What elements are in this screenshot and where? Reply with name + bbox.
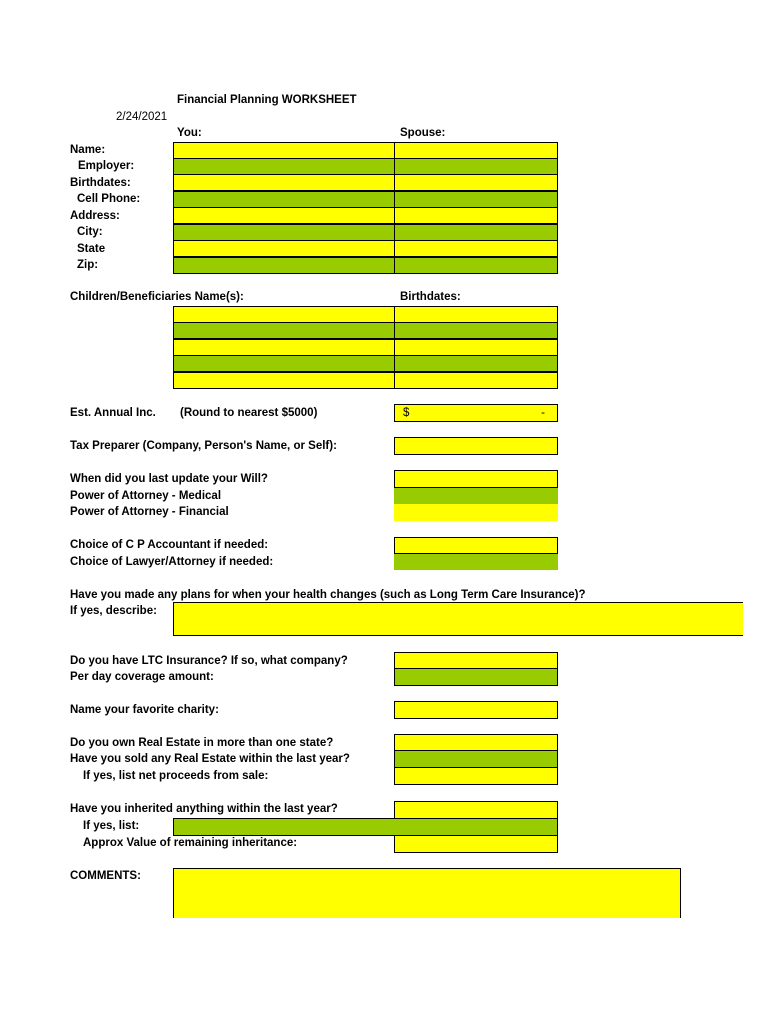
- zip-label: Zip:: [77, 259, 99, 271]
- divider: [173, 602, 680, 603]
- charity-label: Name your favorite charity:: [70, 704, 219, 716]
- ltc-company-field[interactable]: [394, 652, 558, 669]
- child-name-field[interactable]: [173, 306, 395, 323]
- name-label: Name:: [70, 144, 106, 156]
- poa-financial-field[interactable]: [394, 504, 558, 521]
- child-birthdate-field[interactable]: [394, 339, 558, 356]
- birthdates-label: Birthdates:: [70, 177, 131, 189]
- you-state-field[interactable]: [173, 240, 395, 257]
- comments-label: COMMENTS:: [70, 870, 141, 882]
- charity-field[interactable]: [394, 701, 558, 719]
- spouse-address-field[interactable]: [394, 207, 558, 224]
- address-label: Address:: [70, 210, 120, 222]
- real-estate-proceeds-field[interactable]: [394, 767, 558, 785]
- inherit-list-label: If yes, list:: [83, 820, 140, 832]
- health-describe-label: If yes, describe:: [70, 605, 157, 617]
- city-label: City:: [77, 226, 103, 238]
- income-note: (Round to nearest $5000): [180, 407, 318, 419]
- child-birthdate-field[interactable]: [394, 372, 558, 389]
- you-birthdate-field[interactable]: [173, 174, 395, 191]
- will-update-label: When did you last update your Will?: [70, 473, 268, 485]
- real-estate-proceeds-label: If yes, list net proceeds from sale:: [83, 770, 269, 782]
- income-value: -: [541, 407, 545, 419]
- accountant-label: Choice of C P Accountant if needed:: [70, 539, 269, 551]
- you-employer-field[interactable]: [173, 158, 395, 175]
- spouse-cell-phone-field[interactable]: [394, 191, 558, 208]
- currency-symbol: $: [403, 407, 410, 419]
- you-zip-field[interactable]: [173, 257, 395, 274]
- state-label: State: [77, 243, 106, 255]
- comments-field[interactable]: [173, 868, 681, 918]
- poa-medical-field[interactable]: [394, 488, 558, 504]
- inherit-value-label: Approx Value of remaining inheritance:: [83, 837, 298, 849]
- you-address-field[interactable]: [173, 207, 395, 224]
- inherit-value-field[interactable]: [394, 835, 558, 853]
- spouse-birthdate-field[interactable]: [394, 174, 558, 191]
- column-spouse-header: Spouse:: [400, 127, 446, 139]
- inherit-list-field[interactable]: [173, 818, 558, 836]
- income-field[interactable]: [394, 404, 558, 422]
- health-plans-question: Have you made any plans for when your health changes (such as Long Term Care Insurance)?: [70, 589, 586, 601]
- child-name-field[interactable]: [173, 322, 395, 339]
- spouse-employer-field[interactable]: [394, 158, 558, 175]
- ltc-question: Do you have LTC Insurance? If so, what company?: [70, 655, 348, 667]
- column-you-header: You:: [177, 127, 202, 139]
- child-birthdate-field[interactable]: [394, 322, 558, 339]
- accountant-field[interactable]: [394, 537, 558, 554]
- cell-phone-label: Cell Phone:: [77, 193, 141, 205]
- you-cell-phone-field[interactable]: [173, 191, 395, 208]
- real-estate-own-label: Do you own Real Estate in more than one state?: [70, 737, 334, 749]
- real-estate-sold-label: Have you sold any Real Estate within the last year?: [70, 753, 350, 765]
- spouse-zip-field[interactable]: [394, 257, 558, 274]
- you-name-field[interactable]: [173, 142, 395, 159]
- page-title: Financial Planning WORKSHEET: [177, 94, 357, 106]
- real-estate-own-field[interactable]: [394, 734, 558, 751]
- ltc-per-day-label: Per day coverage amount:: [70, 671, 214, 683]
- child-name-field[interactable]: [173, 372, 395, 389]
- health-describe-field[interactable]: [173, 602, 743, 636]
- inherit-question-field[interactable]: [394, 801, 558, 819]
- employer-label: Employer:: [78, 160, 135, 172]
- children-birthdates-label: Birthdates:: [400, 291, 461, 303]
- children-label: Children/Beneficiaries Name(s):: [70, 291, 244, 303]
- real-estate-sold-field[interactable]: [394, 750, 558, 768]
- poa-financial-label: Power of Attorney - Financial: [70, 506, 229, 518]
- child-name-field[interactable]: [173, 355, 395, 372]
- lawyer-field[interactable]: [394, 554, 558, 570]
- child-name-field[interactable]: [173, 339, 395, 356]
- inherit-question: Have you inherited anything within the last year?: [70, 803, 338, 815]
- tax-preparer-field[interactable]: [394, 437, 558, 455]
- worksheet-date: 2/24/2021: [116, 111, 168, 123]
- ltc-per-day-field[interactable]: [394, 668, 558, 686]
- poa-medical-label: Power of Attorney - Medical: [70, 490, 222, 502]
- child-birthdate-field[interactable]: [394, 355, 558, 372]
- spouse-name-field[interactable]: [394, 142, 558, 159]
- spouse-state-field[interactable]: [394, 240, 558, 257]
- child-birthdate-field[interactable]: [394, 306, 558, 323]
- will-update-field[interactable]: [394, 470, 558, 488]
- income-label: Est. Annual Inc.: [70, 407, 156, 419]
- you-city-field[interactable]: [173, 224, 395, 241]
- tax-preparer-label: Tax Preparer (Company, Person's Name, or Self):: [70, 440, 337, 452]
- spouse-city-field[interactable]: [394, 224, 558, 241]
- lawyer-label: Choice of Lawyer/Attorney if needed:: [70, 556, 274, 568]
